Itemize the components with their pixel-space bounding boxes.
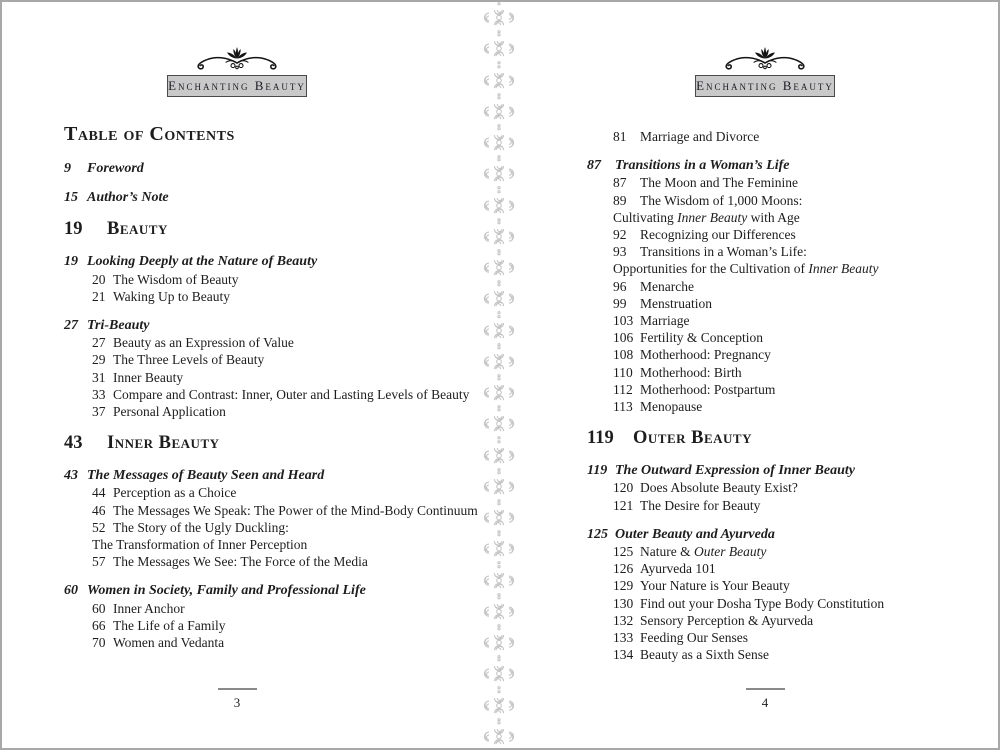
toc-entry-list xyxy=(587,128,884,663)
filigree-motif-icon xyxy=(476,565,522,596)
toc-entry-sub xyxy=(587,278,884,295)
toc-entry-page-ref: 9 xyxy=(64,161,71,176)
toc-entry-list xyxy=(64,160,478,651)
toc-entry-title: Beauty xyxy=(107,219,168,240)
toc-entry-title: Transitions in a Woman’s Life xyxy=(615,158,790,174)
toc-entry-sub xyxy=(587,646,884,663)
toc-entry-page-ref: 19 xyxy=(64,254,78,270)
book-title: Enchanting Beauty xyxy=(696,78,834,93)
toc-entry-page-ref: 46 xyxy=(92,502,106,518)
toc-entry-title: Recognizing our Differences xyxy=(640,227,796,243)
toc-entry-page-ref: 93 xyxy=(613,244,627,260)
toc-entry-sub xyxy=(587,479,884,496)
toc-entry-title: Compare and Contrast: Inner, Outer and Lasting Levels of Beauty xyxy=(113,386,470,402)
toc-entry-sub xyxy=(587,364,884,381)
toc-entry-title: The Outward Expression of Inner Beauty xyxy=(615,463,855,479)
filigree-motif-icon xyxy=(476,471,522,502)
toc-entry-sub xyxy=(587,612,884,629)
toc-entry-title: Foreword xyxy=(87,161,144,176)
flourish-ornament-icon xyxy=(189,46,285,76)
toc-entry-section xyxy=(587,157,884,174)
toc-entry-page-ref: 27 xyxy=(92,335,106,351)
filigree-motif-icon xyxy=(476,346,522,377)
toc-entry-page-ref: 103 xyxy=(613,313,634,329)
filigree-motif-icon xyxy=(476,252,522,283)
toc-entry-section xyxy=(64,160,478,177)
toc-entry-title-emphasis: Inner Beauty xyxy=(677,209,748,225)
toc-entry-page-ref: 96 xyxy=(613,278,627,294)
toc-entry-sub xyxy=(64,271,478,288)
toc-entry-sub xyxy=(64,634,478,651)
filigree-motif-icon xyxy=(476,627,522,658)
toc-entry-title: Fertility & Conception xyxy=(640,330,763,346)
toc-entry-title: Sensory Perception & Ayurveda xyxy=(640,612,814,628)
toc-entry-page-ref: 66 xyxy=(92,617,106,633)
toc-entry-sub xyxy=(587,560,884,577)
toc-entry-sub xyxy=(587,295,884,312)
toc-entry-page-ref: 57 xyxy=(92,554,106,570)
toc-entry-title-text: with Age xyxy=(747,209,800,225)
toc-entry-title: Inner Anchor xyxy=(113,600,185,616)
toc-entry-page-ref: 133 xyxy=(613,630,634,646)
filigree-motif-icon xyxy=(476,127,522,158)
toc-entry-page-ref: 29 xyxy=(92,352,106,368)
toc-entry-sub xyxy=(64,403,478,420)
toc-entry-page-ref: 81 xyxy=(613,129,627,144)
toc-entry-chapter xyxy=(587,427,884,449)
toc-entry-page-ref: 112 xyxy=(613,381,633,397)
toc-entry-sub xyxy=(64,334,478,351)
toc-entry-sub xyxy=(64,369,478,386)
toc-entry-sub xyxy=(587,577,884,594)
toc-entry-page-ref: 44 xyxy=(92,485,106,501)
running-head xyxy=(695,46,835,97)
toc-entry-sub xyxy=(587,174,884,191)
toc-entry-title: Menstruation xyxy=(640,295,712,311)
toc-entry-cont xyxy=(587,209,884,226)
toc-entry-title xyxy=(640,544,766,559)
toc-entry-page-ref: 110 xyxy=(613,364,633,380)
toc-entry-sub xyxy=(64,288,478,305)
flourish-ornament-icon xyxy=(717,46,813,76)
toc-entry-title: The Story of the Ugly Duckling: xyxy=(113,519,289,535)
toc-entry-title: Outer Beauty xyxy=(633,428,752,449)
toc-entry-cont xyxy=(587,260,884,277)
toc-entry-title: Ayurveda 101 xyxy=(640,561,716,577)
toc-entry-sub xyxy=(587,346,884,363)
toc-entry-title: Motherhood: Pregnancy xyxy=(640,347,771,363)
toc-entry-page-ref: 92 xyxy=(613,227,627,243)
toc-entry-sub xyxy=(64,600,478,617)
toc-entry-title: Author’s Note xyxy=(87,190,169,206)
toc-entry-page-ref: 125 xyxy=(613,544,634,560)
toc-entry-page-ref: 125 xyxy=(587,526,608,542)
toc-entry-sub xyxy=(587,192,884,209)
toc-entry-title: Waking Up to Beauty xyxy=(113,288,231,304)
page-number: 3 xyxy=(233,695,241,710)
filigree-motif-icon xyxy=(476,596,522,627)
filigree-motif-icon xyxy=(476,158,522,189)
toc-entry-title xyxy=(613,210,800,225)
toc-entry-title: Motherhood: Birth xyxy=(640,364,742,380)
toc-entry-title: Outer Beauty and Ayurveda xyxy=(615,526,775,542)
toc-entry-section xyxy=(64,317,478,334)
toc-entry-sub xyxy=(587,497,884,514)
toc-entry-page-ref: 99 xyxy=(613,295,627,311)
toc-entry-title: The Messages We See: The Force of the Media xyxy=(113,554,368,570)
toc-entry-title: Inner Beauty xyxy=(107,433,220,454)
filigree-motif-icon xyxy=(476,33,522,64)
toc-entry-title: Looking Deeply at the Nature of Beauty xyxy=(87,254,318,270)
toc-entry-page-ref: 121 xyxy=(613,497,634,513)
toc-entry-sub xyxy=(64,386,478,403)
toc-entry-page-ref: 87 xyxy=(587,158,601,174)
toc-entry-title-emphasis: Outer Beauty xyxy=(693,544,767,560)
toc-entry-page-ref: 106 xyxy=(613,330,634,346)
book-title-banner xyxy=(695,75,835,97)
toc-entry-sub xyxy=(587,543,884,560)
toc-entry-page-ref: 119 xyxy=(587,463,608,479)
toc-entry-sub xyxy=(587,226,884,243)
toc-entry-page-ref: 52 xyxy=(92,519,106,535)
toc-entry-section xyxy=(64,582,478,599)
toc-entry-page-ref: 89 xyxy=(613,192,627,208)
toc-entry-section xyxy=(64,253,478,270)
toc-entry-sub xyxy=(587,398,884,415)
toc-entry-title-emphasis: Inner Beauty xyxy=(808,261,879,277)
toc-entry-title: Your Nature is Your Beauty xyxy=(640,578,790,594)
filigree-motif-icon xyxy=(476,721,522,750)
filigree-motif-icon xyxy=(476,65,522,96)
filigree-motif-icon xyxy=(476,690,522,721)
filigree-motif-icon xyxy=(476,408,522,439)
toc-entry-page-ref: 60 xyxy=(64,583,78,599)
filigree-motif-icon xyxy=(476,221,522,252)
book-title: Enchanting Beauty xyxy=(168,78,306,93)
toc-entry-sub xyxy=(587,381,884,398)
filigree-motif-icon xyxy=(476,502,522,533)
toc-entry-title: Motherhood: Postpartum xyxy=(640,381,776,397)
toc-entry-title: Personal Application xyxy=(113,404,226,420)
toc-entry-section xyxy=(64,467,478,484)
toc-entry-title: The Desire for Beauty xyxy=(640,497,761,513)
toc-entry-title: The Wisdom of Beauty xyxy=(113,271,239,287)
toc-entry-title xyxy=(613,261,878,276)
toc-entry-page-ref: 19 xyxy=(64,219,83,240)
toc-entry-title: The Moon and The Feminine xyxy=(640,175,798,191)
filigree-chain-ornament xyxy=(476,2,522,750)
toc-entry-title: Marriage xyxy=(640,313,690,329)
toc-entry-cont xyxy=(64,536,478,553)
filigree-motif-icon xyxy=(476,440,522,471)
toc-entry-title: The Wisdom of 1,000 Moons: xyxy=(640,192,803,208)
filigree-motif-icon xyxy=(476,190,522,221)
toc-entry-title: The Transformation of Inner Perception xyxy=(92,537,308,553)
toc-entry-title-text: Cultivating xyxy=(613,209,678,225)
toc-entry-title-text: Nature & xyxy=(640,544,694,560)
toc-entry-title: Tri-Beauty xyxy=(87,318,150,334)
toc-entry-page-ref: 60 xyxy=(92,600,106,616)
filigree-motif-icon xyxy=(476,658,522,689)
toc-entry-title: Women and Vedanta xyxy=(113,635,225,651)
toc-entry-page-ref: 70 xyxy=(92,635,106,651)
running-head xyxy=(167,46,307,97)
toc-entry-title: The Three Levels of Beauty xyxy=(113,352,265,368)
filigree-motif-icon xyxy=(476,96,522,127)
toc-entry-sub xyxy=(587,595,884,612)
toc-column-left xyxy=(64,124,478,651)
toc-entry-page-ref: 31 xyxy=(92,369,106,385)
book-title-banner xyxy=(167,75,307,97)
toc-entry-sub xyxy=(587,312,884,329)
toc-entry-page-ref: 87 xyxy=(613,175,627,191)
toc-entry-chapter xyxy=(64,218,478,240)
toc-entry-sub xyxy=(64,502,478,519)
toc-entry-title: Feeding Our Senses xyxy=(640,630,748,646)
toc-entry-page-ref: 20 xyxy=(92,271,106,287)
toc-entry-page-ref: 21 xyxy=(92,288,106,304)
toc-entry-sub xyxy=(587,128,884,145)
toc-entry-chapter xyxy=(64,432,478,454)
filigree-motif-icon xyxy=(476,377,522,408)
toc-entry-page-ref: 132 xyxy=(613,612,634,628)
toc-entry-title: Menarche xyxy=(640,278,694,294)
toc-entry-sub xyxy=(587,629,884,646)
toc-entry-page-ref: 126 xyxy=(613,561,634,577)
filigree-motif-icon xyxy=(476,533,522,564)
toc-entry-title: Beauty as an Expression of Value xyxy=(113,335,294,351)
toc-entry-page-ref: 15 xyxy=(64,190,78,206)
filigree-motif-icon xyxy=(476,283,522,314)
filigree-motif-icon xyxy=(476,315,522,346)
page-right xyxy=(530,2,1000,750)
toc-entry-title: Does Absolute Beauty Exist? xyxy=(640,480,798,496)
toc-entry-title-text: Opportunities for the Cultivation of xyxy=(613,261,809,277)
toc-entry-sub xyxy=(64,617,478,634)
footer-rule xyxy=(746,688,785,690)
toc-entry-title: Women in Society, Family and Professional Life xyxy=(87,583,366,599)
toc-entry-title: Perception as a Choice xyxy=(113,485,237,501)
toc-entry-title: The Life of a Family xyxy=(113,617,226,633)
toc-entry-title: Menopause xyxy=(640,399,703,415)
toc-column-right xyxy=(587,128,884,663)
toc-entry-page-ref: 129 xyxy=(613,578,634,594)
page-left xyxy=(2,2,478,750)
toc-entry-title: The Messages We Speak: The Power of the Mind-Body Continuum xyxy=(113,502,478,518)
toc-entry-sub xyxy=(64,519,478,536)
toc-entry-sub xyxy=(587,329,884,346)
toc-entry-page-ref: 134 xyxy=(613,647,634,663)
toc-entry-sub xyxy=(587,243,884,260)
toc-entry-page-ref: 43 xyxy=(64,433,83,454)
filigree-motif-icon xyxy=(476,2,522,33)
page-footer xyxy=(695,688,835,710)
toc-entry-sub xyxy=(64,351,478,368)
toc-entry-page-ref: 43 xyxy=(64,468,78,484)
toc-entry-title: Transitions in a Woman’s Life: xyxy=(640,244,807,260)
toc-entry-sub xyxy=(64,484,478,501)
toc-entry-title: Beauty as a Sixth Sense xyxy=(640,647,769,663)
toc-entry-title: Marriage and Divorce xyxy=(640,129,760,144)
toc-entry-section xyxy=(587,526,884,543)
page-footer xyxy=(167,688,307,710)
toc-entry-title: Find out your Dosha Type Body Constitution xyxy=(640,595,885,611)
toc-entry-sub xyxy=(64,553,478,570)
toc-entry-page-ref: 130 xyxy=(613,595,634,611)
toc-entry-page-ref: 37 xyxy=(92,404,106,420)
page-number: 4 xyxy=(761,695,769,710)
toc-entry-page-ref: 108 xyxy=(613,347,634,363)
footer-rule xyxy=(218,688,257,690)
toc-entry-page-ref: 113 xyxy=(613,399,633,415)
toc-heading: Table of Contents xyxy=(64,123,235,145)
toc-entry-title: The Messages of Beauty Seen and Heard xyxy=(87,468,325,484)
toc-entry-section xyxy=(64,189,478,206)
toc-entry-page-ref: 33 xyxy=(92,386,106,402)
toc-entry-page-ref: 119 xyxy=(587,428,614,449)
toc-entry-page-ref: 27 xyxy=(64,318,78,334)
toc-entry-section xyxy=(587,462,884,479)
toc-entry-page-ref: 120 xyxy=(613,480,634,496)
toc-entry-title: Inner Beauty xyxy=(113,369,184,385)
